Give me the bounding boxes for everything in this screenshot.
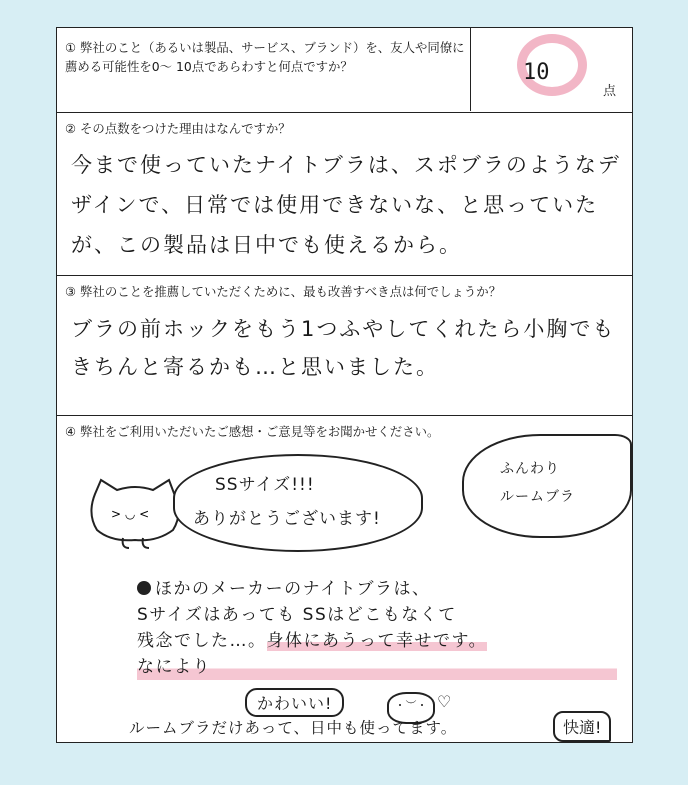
score-unit: 点: [603, 84, 617, 99]
svg-text:> ◡ <: > ◡ <: [111, 507, 150, 521]
smiling-face-icon: ・︶・: [387, 692, 435, 724]
heart-icon: ♡: [437, 692, 452, 711]
feedback-line: ほかのメーカーのナイトブラは、: [137, 576, 617, 602]
question-2-label: ② その点数をつけた理由はなんですか？: [65, 121, 291, 136]
speech-bubble-main: [173, 454, 423, 552]
speech-bubble-side: [462, 434, 632, 538]
feedback-last-line: ルームブラだけあって、日中も使ってます。: [129, 719, 458, 737]
question-2-answer: 今まで使っていたナイトブラは、スポブラのようなデザインで、日常では使用できないな、と思っていたが、この製品は日中でも使えるから。: [71, 153, 621, 257]
score-value: 10: [523, 60, 550, 85]
feedback-line: Sサイズはあっても SSはどこもなくて: [137, 605, 457, 625]
face-blob-icon: [137, 581, 151, 595]
feedback-line: 残念でした…。身体にあうって幸せです。: [137, 631, 488, 651]
question-3-row: [57, 276, 632, 416]
question-1-row: [57, 28, 632, 113]
bubble-main-line-2: ありがとうございます!: [193, 509, 381, 529]
feedback-line-highlighted: なにより: [137, 654, 617, 680]
survey-sheet: [56, 27, 633, 743]
feedback-body: [137, 576, 617, 680]
question-4-label: ④ 弊社をご利用いただいたご感想・ご意見等をお聞かせください。: [65, 424, 440, 439]
question-1-label: ① 弊社のこと（あるいは製品、サービス、ブランド）を、友人や同僚に薦める可能性を0～ 10点であらわすと何点ですか？: [65, 40, 465, 74]
bubble-side-line-2: ルームブラ: [500, 489, 575, 505]
question-4-row: [57, 416, 632, 744]
kaiteki-callout: 快適!: [553, 711, 611, 742]
question-2-row: [57, 113, 632, 276]
question-3-label: ③ 弊社のことを推薦していただくために、最も改善すべき点は何でしょうか？: [65, 284, 502, 299]
highlighted-text: 身体にあうって幸せです。: [266, 631, 488, 651]
bubble-side-line-1: ふんわり: [500, 461, 560, 477]
question-3-answer: ブラの前ホックをもう1つふやしてくれたら小胸でもきちんと寄るかも…と思いました。: [71, 317, 616, 379]
bubble-main-line-1: SSサイズ!!!: [215, 475, 315, 495]
kawaii-callout: かわいい!: [245, 688, 344, 717]
score-box: [470, 28, 633, 111]
cat-doodle-icon: [87, 476, 183, 550]
